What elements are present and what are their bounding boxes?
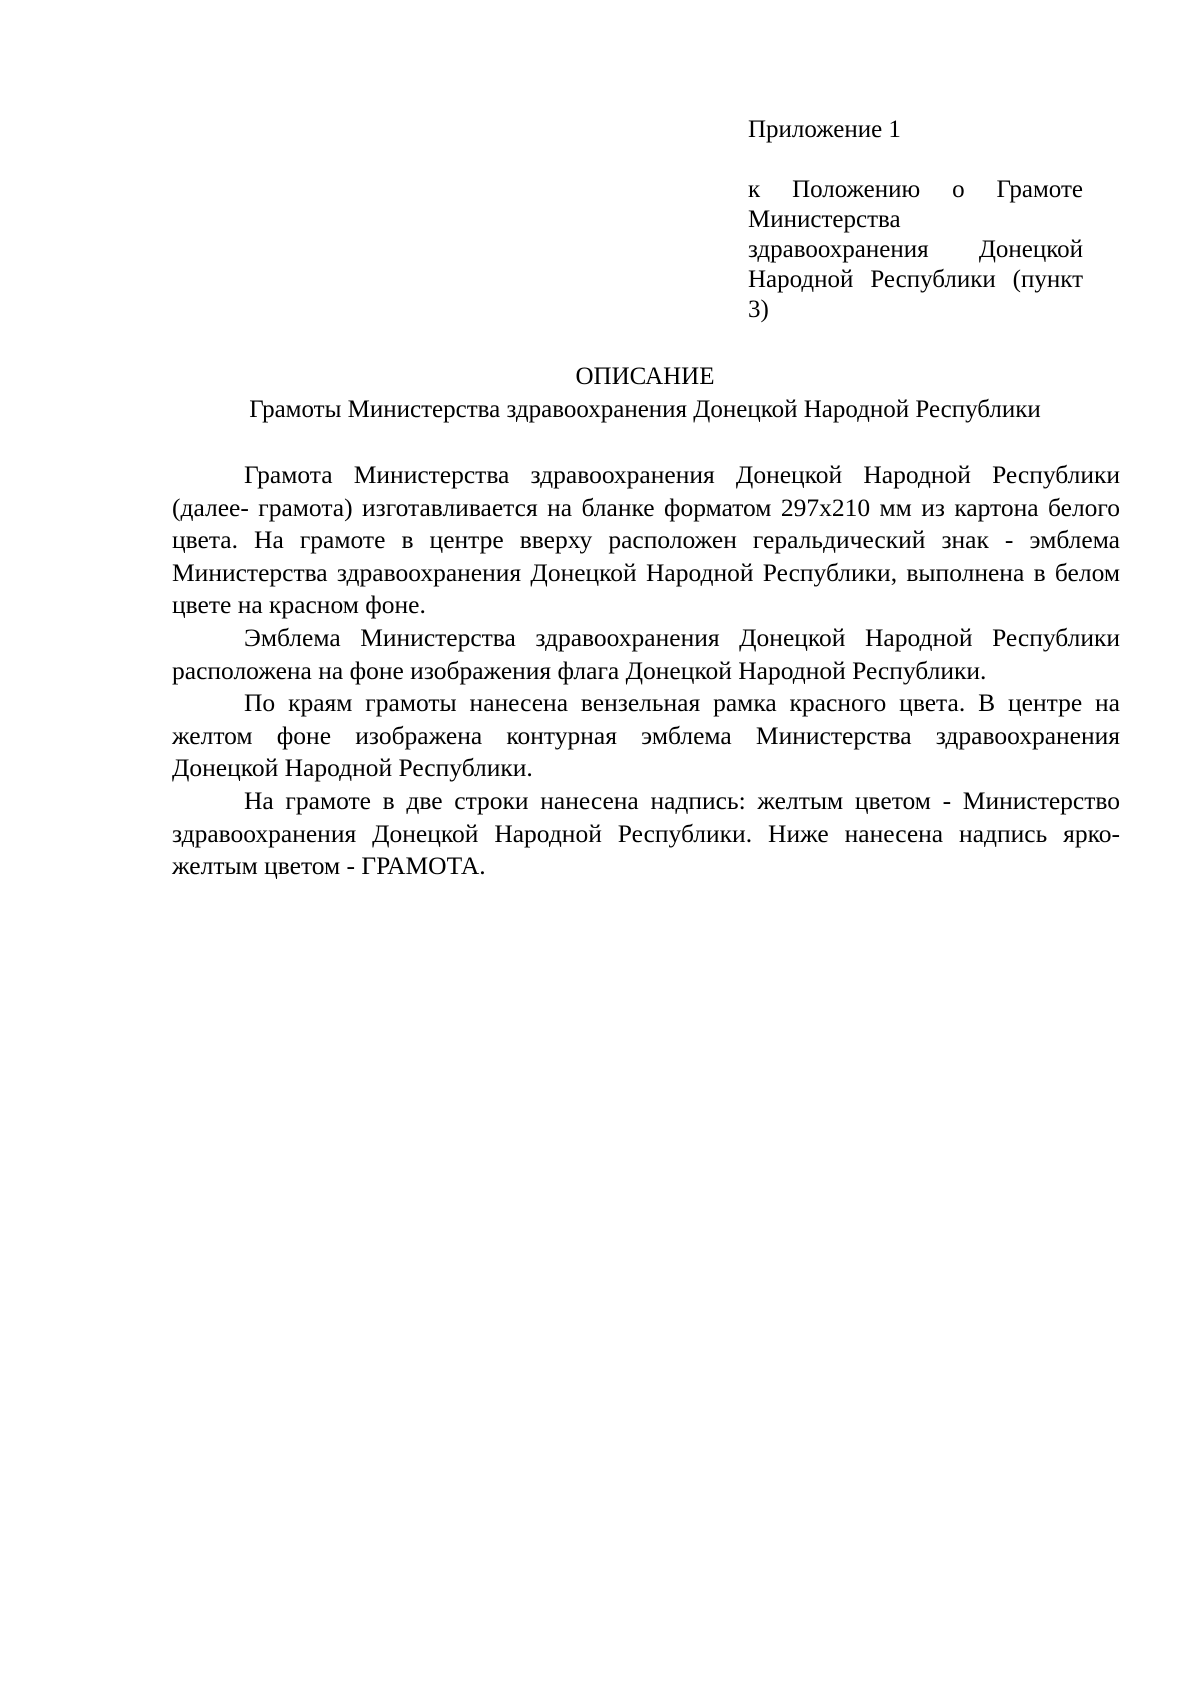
- appendix-title: Приложение 1: [748, 116, 901, 143]
- document-body: [172, 459, 1120, 883]
- paragraph: По краям грамоты нанесена вензельная рамка красного цвета. В центре на желтом фоне изображена контурная эмблема Министерства здравоохранения Донецкой Народной Республики.: [172, 688, 1120, 783]
- paragraph: Эмблема Министерства здравоохранения Донецкой Народной Республики расположена на фоне изображения флага Донецкой Народной Республики.: [172, 622, 1120, 685]
- heading-subtitle: Грамоты Министерства здравоохранения Донецкой Народной Республики: [249, 396, 1041, 423]
- document-heading: [170, 360, 1120, 426]
- appendix-reference: к Положению о Грамоте Министерства здравоохранения Донецкой Народной Республики (пункт 3): [748, 176, 1083, 323]
- paragraph: На грамоте в две строки нанесена надпись: желтым цветом - Министерство здравоохранения Донецкой Народной Республики. Ниже нанесена надпись ярко-желтым цветом - ГРАМОТА.: [172, 785, 1120, 881]
- paragraph: Грамота Министерства здравоохранения Донецкой Народной Республики (далее- грамота) изготавливается на бланке форматом 297х210 мм из картона белого цвета. На грамоте в центре вверху расположен геральдический знак - эмблема Министерства здравоохранения Донецкой Народной Республики, выполнена в белом цвете на красном фоне.: [172, 460, 1120, 620]
- heading-title: ОПИСАНИЕ: [575, 363, 715, 390]
- appendix-block: [748, 115, 1083, 325]
